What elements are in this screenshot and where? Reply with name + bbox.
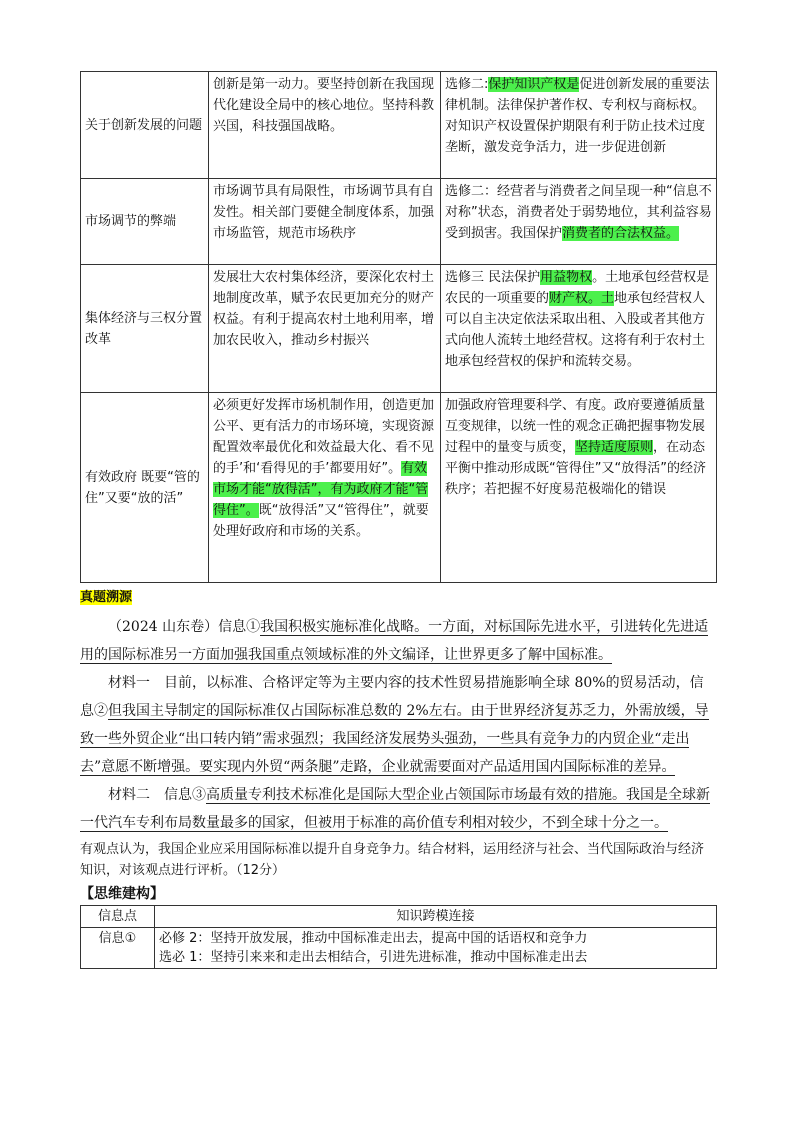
table-row	[81, 906, 717, 928]
highlight: 消费者的合法权益。	[562, 226, 680, 241]
law-cell: 选修二:保护知识产权是促进创新发展的重要法律机制。法律保护著作权、专利权与商标权。对知识产权设置保护期限有利于防止技术过度垄断，激发竞争活力，进一步促进创新	[441, 72, 717, 179]
law-cell: 选修二：经营者与消费者之间呈现一种“信息不对称”状态，消费者处于弱势地位，其利益容易受到损害。我国保护消费者的合法权益。	[441, 179, 717, 265]
table-row	[81, 393, 717, 583]
law-cell: 加强政府管理要科学、有度。政府要遵循质量互变规律，以统一性的观念正确把握事物发展过程中的量变与质变，坚持适度原则，在动态平衡中推动形成既“管得住”又“放得活”的经济秩序；若把握不好度易范极端化的错误	[441, 393, 717, 583]
header-cell: 信息点	[81, 906, 155, 928]
table-row	[81, 179, 717, 265]
highlight: 保护知识产权是	[488, 77, 580, 92]
mind-table	[80, 905, 717, 969]
highlight: 财产权。土	[549, 291, 615, 306]
underlined-text: 但我国主导制定的国际标准仅占国际标准总数的 2%左右。由于世界经济复苏乏力，外需放缓，导致一些外贸企业“出口转内销”需求强烈；我国经济发展势头强劲，一些具有竞争力的内贸企业“走出去”意愿不断增强。要实现内外贸“两条腿”走路，企业就需要面对产品适用国内国际标准的差异。	[80, 703, 709, 775]
header-cell: 知识跨模连接	[155, 906, 717, 928]
table-row	[81, 928, 717, 969]
highlight: 坚持适度原则	[575, 440, 654, 455]
underlined-text: 高质量专利技术标准化是国际大型企业占领国际市场最有效的措施。我国是全球新一代汽车专利布局数量最多的国家，但被用于标准的高价值专利相对较少，不到全球十分之一。	[80, 787, 710, 831]
highlight: 有效市场才能“放得活”，有为政府才能“管得住”。	[213, 461, 429, 518]
question-text: 有观点认为，我国企业应采用国际标准以提升自身竞争力。结合材料，运用经济与社会、当代国际政治与经济知识，对该观点进行评析。（12分）	[80, 842, 705, 878]
law-cell: 选修三 民法保护用益物权。土地承包经营权是农民的一项重要的财产权。土地承包经营权人可以自主决定依法采取出租、入股或者其他方式向他人流转土地经营权。这将有利于农村土地承包经营权的保护和流转交易。	[441, 265, 717, 393]
knowledge-cell: 必须更好发挥市场机制作用，创造更加公平、更有活力的市场环境，实现资源配置效率最优化和效益最大化、看不见的手’和‘看得见的手’都要用好”。有效市场才能“放得活”，有为政府才能“管得住”。既“放得活”又“管得住”，就要处理好政府和市场的关系。	[209, 393, 441, 583]
connection-cell: 必修 2：坚持开放发展，推动中国标准走出去，提高中国的话语权和竞争力 选必 1：坚持引来来和走出去相结合，引进先进标准，推动中国标准走出去	[155, 928, 717, 969]
highlight: 用益物权	[540, 270, 593, 285]
source-paragraph-3: 材料二 信息③高质量专利技术标准化是国际大型企业占领国际市场最有效的措施。我国是全球新一代汽车专利布局数量最多的国家，但被用于标准的高价值专利相对较少，不到全球十分之一。	[80, 787, 710, 831]
section-title: 真题溯源	[80, 590, 133, 605]
topic-cell: 集体经济与三权分置改革	[81, 265, 209, 393]
topic-cell: 有效政府 既要“管的住”又要“放的活”	[81, 393, 209, 583]
info-point-cell: 信息①	[81, 928, 155, 969]
knowledge-cell: 市场调节具有局限性，市场调节具有自发性。相关部门要健全制度体系，加强市场监管，规范市场秩序	[209, 179, 441, 265]
source-paragraph-1: （2024 山东卷）信息①我国积极实施标准化战略。一方面，对标国际先进水平，引进转化先进适用的国际标准另一方面加强我国重点领域标准的外文编译，让世界更多了解中国标准。	[80, 619, 709, 663]
source-paragraph-2: 材料一 目前，以标准、合格评定等为主要内容的技术性贸易措施影响全球 80%的贸易活动，信息②但我国主导制定的国际标准仅占国际标准总数的 2%左右。由于世界经济复苏乏力，外需放缓，导致一些外贸企业“出口转内销”需求强烈；我国经济发展势头强劲，一些具有竞争力的内贸企业“走出去”意愿不断增强。要实现内外贸“两条腿”走路，企业就需要面对产品适用国内国际标准的差异。	[80, 675, 709, 775]
knowledge-table	[80, 71, 717, 583]
table-row	[81, 265, 717, 393]
knowledge-cell: 发展壮大农村集体经济，要深化农村土地制度改革，赋予农民更加充分的财产权益。有利于提高农村土地利用率，增加农民收入，推动乡村振兴	[209, 265, 441, 393]
mind-map-title: 【思维建构】	[80, 886, 164, 902]
underlined-text: 我国积极实施标准化战略。一方面，对标国际先进水平，引进转化先进适用的国际标准另一方面加强我国重点领域标准的外文编译，让世界更多了解中国标准。	[80, 619, 709, 663]
topic-cell: 市场调节的弊端	[81, 179, 209, 265]
knowledge-cell: 创新是第一动力。要坚持创新在我国现代化建设全局中的核心地位。坚持科教兴国，科技强国战略。	[209, 72, 441, 179]
document-page	[80, 71, 716, 969]
topic-cell: 关于创新发展的问题	[81, 72, 209, 179]
table-row	[81, 72, 717, 179]
